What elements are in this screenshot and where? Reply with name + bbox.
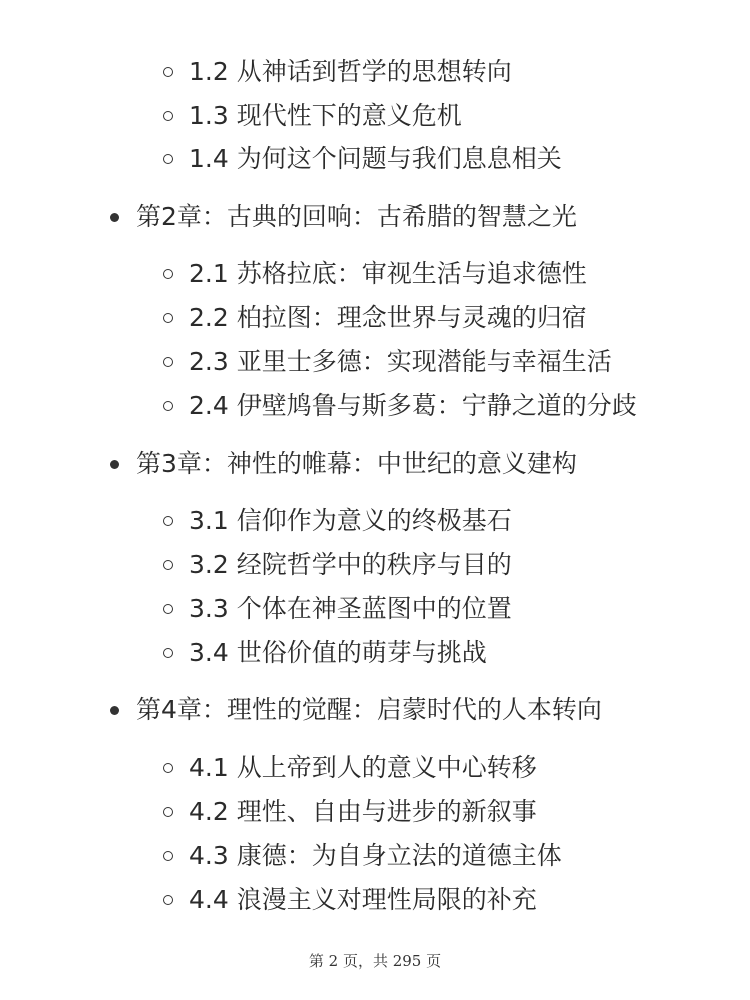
toc-section-text: 3.4 世俗价值的萌芽与挑战	[189, 638, 487, 667]
filled-dot-bullet-icon	[110, 706, 119, 715]
toc-chapter-text: 第4章：理性的觉醒：启蒙时代的人本转向	[136, 695, 602, 724]
hollow-circle-bullet-icon	[163, 357, 173, 367]
hollow-circle-bullet-icon	[163, 154, 173, 164]
filled-dot-bullet-icon	[110, 213, 119, 222]
filled-dot-bullet-icon	[110, 460, 119, 469]
hollow-circle-bullet-icon	[163, 313, 173, 323]
toc-section-text: 3.3 个体在神圣蓝图中的位置	[189, 594, 512, 623]
toc-chapter-text: 第2章：古典的回响：古希腊的智慧之光	[136, 202, 577, 231]
hollow-circle-bullet-icon	[163, 851, 173, 861]
toc-section-text: 1.2 从神话到哲学的思想转向	[189, 57, 512, 86]
toc-section-text: 4.4 浪漫主义对理性局限的补充	[189, 885, 537, 914]
toc-section-text: 3.2 经院哲学中的秩序与目的	[189, 550, 512, 579]
toc-section-text: 4.1 从上帝到人的意义中心转移	[189, 753, 537, 782]
toc-section-text: 2.1 苏格拉底：审视生活与追求德性	[189, 259, 587, 288]
hollow-circle-bullet-icon	[163, 763, 173, 773]
toc-section-text: 4.2 理性、自由与进步的新叙事	[189, 797, 537, 826]
toc-section-text: 1.4 为何这个问题与我们息息相关	[189, 144, 562, 173]
hollow-circle-bullet-icon	[163, 807, 173, 817]
hollow-circle-bullet-icon	[163, 604, 173, 614]
hollow-circle-bullet-icon	[163, 67, 173, 77]
toc-section-text: 3.1 信仰作为意义的终极基石	[189, 506, 512, 535]
hollow-circle-bullet-icon	[163, 895, 173, 905]
hollow-circle-bullet-icon	[163, 516, 173, 526]
hollow-circle-bullet-icon	[163, 111, 173, 121]
hollow-circle-bullet-icon	[163, 401, 173, 411]
page-number-footer: 第 2 页，共 295 页	[308, 952, 442, 970]
toc-section-text: 2.3 亚里士多德：实现潜能与幸福生活	[189, 347, 612, 376]
toc-section-text: 4.3 康德：为自身立法的道德主体	[189, 841, 562, 870]
hollow-circle-bullet-icon	[163, 560, 173, 570]
toc-section-text: 2.4 伊壁鸠鲁与斯多葛：宁静之道的分歧	[189, 391, 637, 420]
hollow-circle-bullet-icon	[163, 269, 173, 279]
toc-chapter-text: 第3章：神性的帷幕：中世纪的意义建构	[136, 449, 577, 478]
toc-section-text: 2.2 柏拉图：理念世界与灵魂的归宿	[189, 303, 587, 332]
toc-section-text: 1.3 现代性下的意义危机	[189, 101, 462, 130]
hollow-circle-bullet-icon	[163, 648, 173, 658]
